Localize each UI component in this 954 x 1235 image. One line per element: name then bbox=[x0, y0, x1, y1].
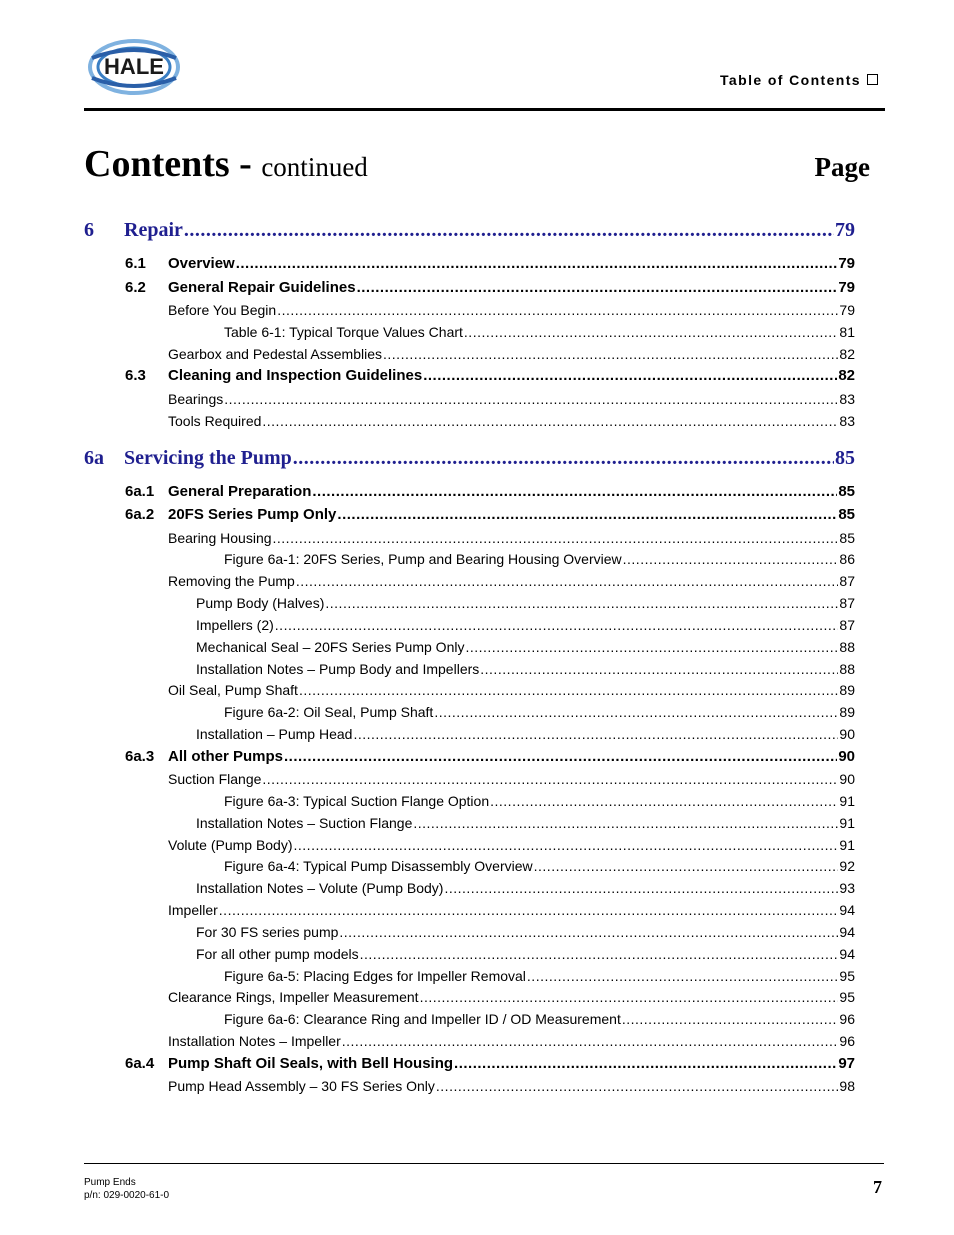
toc-entry-title: Table 6-1: Typical Torque Values Chart bbox=[224, 324, 463, 340]
toc-entry-page: 81 bbox=[839, 324, 855, 340]
toc-subentry[interactable] bbox=[168, 902, 855, 918]
toc-subentry[interactable] bbox=[196, 924, 855, 940]
toc-entry-page: 83 bbox=[839, 413, 855, 429]
toc-entry-page: 88 bbox=[839, 661, 855, 677]
toc-entry-title: Installation – Pump Head bbox=[196, 726, 353, 742]
toc-dot-leader bbox=[480, 661, 838, 677]
toc-entry-title: Figure 6a-5: Placing Edges for Impeller Removal bbox=[224, 968, 526, 984]
toc-subentry[interactable] bbox=[168, 1078, 855, 1094]
toc-entry-page: 94 bbox=[839, 924, 855, 940]
toc-entry-page: 94 bbox=[839, 946, 855, 962]
toc-section-entry[interactable] bbox=[125, 483, 855, 500]
toc-entry-number: 6a.1 bbox=[125, 483, 155, 500]
toc-entry-page: 79 bbox=[835, 219, 855, 241]
toc-entry-title: Tools Required bbox=[168, 413, 262, 429]
toc-entry-page: 87 bbox=[839, 595, 855, 611]
toc-dot-leader bbox=[342, 1033, 839, 1049]
toc-dot-leader bbox=[527, 968, 839, 984]
toc-dot-leader bbox=[623, 551, 839, 567]
toc-entry-title: For all other pump models bbox=[196, 946, 359, 962]
toc-entry-page: 93 bbox=[839, 880, 855, 896]
toc-entry-title: All other Pumps bbox=[168, 748, 284, 765]
header-rule bbox=[84, 108, 885, 111]
toc-entry-title: Impeller bbox=[168, 902, 218, 918]
toc-entry-page: 82 bbox=[839, 346, 855, 362]
toc-entry-title: Before You Begin bbox=[168, 302, 277, 318]
toc-entry-title: Repair bbox=[124, 219, 183, 241]
page-title-continued: continued bbox=[261, 152, 368, 182]
toc-entry-page: 83 bbox=[839, 391, 855, 407]
toc-entry-page: 82 bbox=[838, 367, 855, 384]
hale-logo bbox=[84, 34, 184, 100]
toc-subentry[interactable] bbox=[196, 617, 855, 633]
toc-chapter-entry[interactable] bbox=[84, 447, 855, 470]
toc-entry-number: 6a.3 bbox=[125, 748, 155, 765]
toc-entry-number: 6.3 bbox=[125, 367, 146, 384]
toc-entry-page: 90 bbox=[839, 726, 855, 742]
toc-entry-page: 88 bbox=[839, 639, 855, 655]
toc-subentry[interactable] bbox=[168, 1033, 855, 1049]
toc-entry-page: 91 bbox=[839, 815, 855, 831]
toc-dot-leader bbox=[325, 595, 838, 611]
toc-entry-page: 89 bbox=[839, 682, 855, 698]
toc-dot-leader bbox=[464, 324, 839, 340]
toc-entry-title: Volute (Pump Body) bbox=[168, 837, 293, 853]
toc-entry-title: Installation Notes – Volute (Pump Body) bbox=[196, 880, 444, 896]
toc-entry-title: For 30 FS series pump bbox=[196, 924, 339, 940]
toc-entry-title: Figure 6a-4: Typical Pump Disassembly Overview bbox=[224, 858, 533, 874]
toc-entry-title: Gearbox and Pedestal Assemblies bbox=[168, 346, 383, 362]
toc-dot-leader bbox=[436, 1078, 839, 1094]
toc-entry-page: 96 bbox=[839, 1033, 855, 1049]
toc-dot-leader bbox=[184, 219, 834, 242]
toc-dot-leader bbox=[236, 255, 838, 272]
toc-entry-title: Servicing the Pump bbox=[124, 447, 292, 469]
toc-entry-page: 85 bbox=[835, 447, 855, 469]
page-title-main: Contents - bbox=[84, 143, 252, 185]
toc-dot-leader bbox=[423, 367, 837, 384]
toc-entry-number: 6a.2 bbox=[125, 506, 155, 523]
toc-entry-page: 92 bbox=[839, 858, 855, 874]
toc-dot-leader bbox=[219, 902, 839, 918]
toc-entry-page: 85 bbox=[838, 506, 855, 523]
toc-entry-page: 87 bbox=[839, 617, 855, 633]
toc-entry-page: 89 bbox=[839, 704, 855, 720]
toc-entry-number: 6a.4 bbox=[125, 1055, 155, 1072]
toc-entry-number: 6.1 bbox=[125, 255, 146, 272]
toc-entry-title: Figure 6a-1: 20FS Series, Pump and Bearing Housing Overview bbox=[224, 551, 622, 567]
toc-dot-leader bbox=[444, 880, 838, 896]
svg-text:HALE: HALE bbox=[104, 54, 164, 79]
checkbox-square-icon bbox=[867, 74, 878, 85]
toc-subentry[interactable] bbox=[224, 968, 855, 984]
toc-entry-title: Figure 6a-2: Oil Seal, Pump Shaft bbox=[224, 704, 434, 720]
toc-subentry[interactable] bbox=[196, 639, 855, 655]
toc-dot-leader bbox=[534, 858, 839, 874]
toc-dot-leader bbox=[262, 413, 838, 429]
toc-entry-page: 79 bbox=[838, 255, 855, 272]
toc-subentry[interactable] bbox=[196, 880, 855, 896]
toc-entry-page: 86 bbox=[839, 551, 855, 567]
footer-page-number: 7 bbox=[873, 1177, 882, 1197]
toc-subentry[interactable] bbox=[168, 413, 855, 429]
toc-subentry[interactable] bbox=[168, 837, 855, 853]
toc-entry-page: 94 bbox=[839, 902, 855, 918]
toc-entry-page: 91 bbox=[839, 793, 855, 809]
toc-subentry[interactable] bbox=[224, 1011, 855, 1027]
toc-entry-page: 95 bbox=[839, 968, 855, 984]
toc-subentry[interactable] bbox=[168, 530, 855, 546]
toc-entry-title: Installation Notes – Impeller bbox=[168, 1033, 341, 1049]
toc-subentry[interactable] bbox=[196, 595, 855, 611]
toc-dot-leader bbox=[383, 346, 838, 362]
toc-dot-leader bbox=[277, 302, 838, 318]
toc-entry-page: 95 bbox=[839, 989, 855, 1005]
toc-entry-title: Clearance Rings, Impeller Measurement bbox=[168, 989, 419, 1005]
toc-subentry[interactable] bbox=[224, 551, 855, 567]
toc-entry-title: Overview bbox=[168, 255, 235, 272]
toc-dot-leader bbox=[224, 391, 838, 407]
toc-subentry[interactable] bbox=[168, 391, 855, 407]
toc-section-entry[interactable] bbox=[125, 506, 855, 523]
footer-left bbox=[84, 1176, 169, 1202]
toc-entry-title: Pump Body (Halves) bbox=[196, 595, 325, 611]
toc-entry-title: Removing the Pump bbox=[168, 573, 295, 589]
toc-entry-title: General Repair Guidelines bbox=[168, 279, 356, 296]
toc-dot-leader bbox=[353, 726, 838, 742]
toc-dot-leader bbox=[284, 748, 837, 765]
toc-dot-leader bbox=[622, 1011, 839, 1027]
toc-dot-leader bbox=[413, 815, 838, 831]
toc-entry-title: Oil Seal, Pump Shaft bbox=[168, 682, 298, 698]
toc-entry-page: 97 bbox=[838, 1055, 855, 1072]
toc-dot-leader bbox=[420, 989, 839, 1005]
toc-entry-title: Cleaning and Inspection Guidelines bbox=[168, 367, 423, 384]
toc-entry-title: Bearings bbox=[168, 391, 224, 407]
toc-entry-page: 90 bbox=[839, 771, 855, 787]
toc-section-entry[interactable] bbox=[125, 748, 855, 765]
toc-entry-page: 79 bbox=[839, 302, 855, 318]
toc-dot-leader bbox=[273, 530, 839, 546]
footer-doc-name: Pump Ends bbox=[84, 1177, 136, 1188]
toc-dot-leader bbox=[360, 946, 839, 962]
toc-entry-title: Pump Shaft Oil Seals, with Bell Housing bbox=[168, 1055, 454, 1072]
toc-subentry[interactable] bbox=[168, 682, 855, 698]
toc-entry-page: 87 bbox=[839, 573, 855, 589]
toc-entry-title: Bearing Housing bbox=[168, 530, 272, 546]
toc-subentry[interactable] bbox=[224, 858, 855, 874]
toc-entry-page: 98 bbox=[839, 1078, 855, 1094]
toc-entry-title: Installation Notes – Suction Flange bbox=[196, 815, 413, 831]
toc-entry-number: 6 bbox=[84, 219, 94, 241]
footer-part-number: p/n: 029-0020-61-0 bbox=[84, 1190, 170, 1201]
toc-dot-leader bbox=[293, 447, 834, 470]
toc-dot-leader bbox=[490, 793, 838, 809]
toc-entry-number: 6a bbox=[84, 447, 104, 469]
toc-subentry[interactable] bbox=[224, 704, 855, 720]
toc-dot-leader bbox=[454, 1055, 837, 1072]
toc-entry-title: Impellers (2) bbox=[196, 617, 274, 633]
toc-entry-page: 79 bbox=[838, 279, 855, 296]
toc-subentry[interactable] bbox=[196, 726, 855, 742]
toc-entry-title: Pump Head Assembly – 30 FS Series Only bbox=[168, 1078, 435, 1094]
toc-subentry[interactable] bbox=[196, 815, 855, 831]
running-header bbox=[720, 72, 878, 88]
toc-subentry[interactable] bbox=[168, 302, 855, 318]
running-header-text: Table of Contents bbox=[720, 72, 861, 88]
footer-rule bbox=[84, 1163, 884, 1164]
toc-subentry[interactable] bbox=[224, 793, 855, 809]
toc-entry-page: 91 bbox=[839, 837, 855, 853]
toc-entry-page: 85 bbox=[839, 530, 855, 546]
toc-section-entry[interactable] bbox=[125, 255, 855, 272]
toc-subentry[interactable] bbox=[196, 661, 855, 677]
toc-dot-leader bbox=[294, 837, 839, 853]
toc-entry-page: 90 bbox=[838, 748, 855, 765]
toc-entry-title: Figure 6a-6: Clearance Ring and Impeller ID / OD Measurement bbox=[224, 1011, 621, 1027]
toc-entry-number: 6.2 bbox=[125, 279, 146, 296]
toc-entry-title: Suction Flange bbox=[168, 771, 262, 787]
toc-section-entry[interactable] bbox=[125, 367, 855, 384]
toc-dot-leader bbox=[312, 483, 837, 500]
toc-entry-title: General Preparation bbox=[168, 483, 312, 500]
toc-dot-leader bbox=[434, 704, 838, 720]
toc-entry-title: Figure 6a-3: Typical Suction Flange Option bbox=[224, 793, 490, 809]
toc-chapter-entry[interactable] bbox=[84, 219, 855, 242]
toc-section-entry[interactable] bbox=[125, 279, 855, 296]
page-title bbox=[84, 142, 368, 186]
toc-subentry[interactable] bbox=[168, 989, 855, 1005]
toc-subentry[interactable] bbox=[224, 324, 855, 340]
toc-section-entry[interactable] bbox=[125, 1055, 855, 1072]
toc-entry-page: 96 bbox=[839, 1011, 855, 1027]
toc-dot-leader bbox=[357, 279, 838, 296]
toc-entry-title: Mechanical Seal – 20FS Series Pump Only bbox=[196, 639, 465, 655]
toc-dot-leader bbox=[275, 617, 839, 633]
toc-entry-title: Installation Notes – Pump Body and Impellers bbox=[196, 661, 480, 677]
toc-dot-leader bbox=[337, 506, 837, 523]
toc-entry-title: 20FS Series Pump Only bbox=[168, 506, 337, 523]
toc-dot-leader bbox=[296, 573, 839, 589]
toc-subentry[interactable] bbox=[168, 573, 855, 589]
toc-subentry[interactable] bbox=[168, 771, 855, 787]
toc-dot-leader bbox=[465, 639, 838, 655]
toc-subentry[interactable] bbox=[196, 946, 855, 962]
toc-entry-page: 85 bbox=[838, 483, 855, 500]
page-column-label: Page bbox=[814, 152, 870, 182]
toc-subentry[interactable] bbox=[168, 346, 855, 362]
toc-dot-leader bbox=[262, 771, 838, 787]
toc-dot-leader bbox=[299, 682, 838, 698]
toc-dot-leader bbox=[339, 924, 838, 940]
